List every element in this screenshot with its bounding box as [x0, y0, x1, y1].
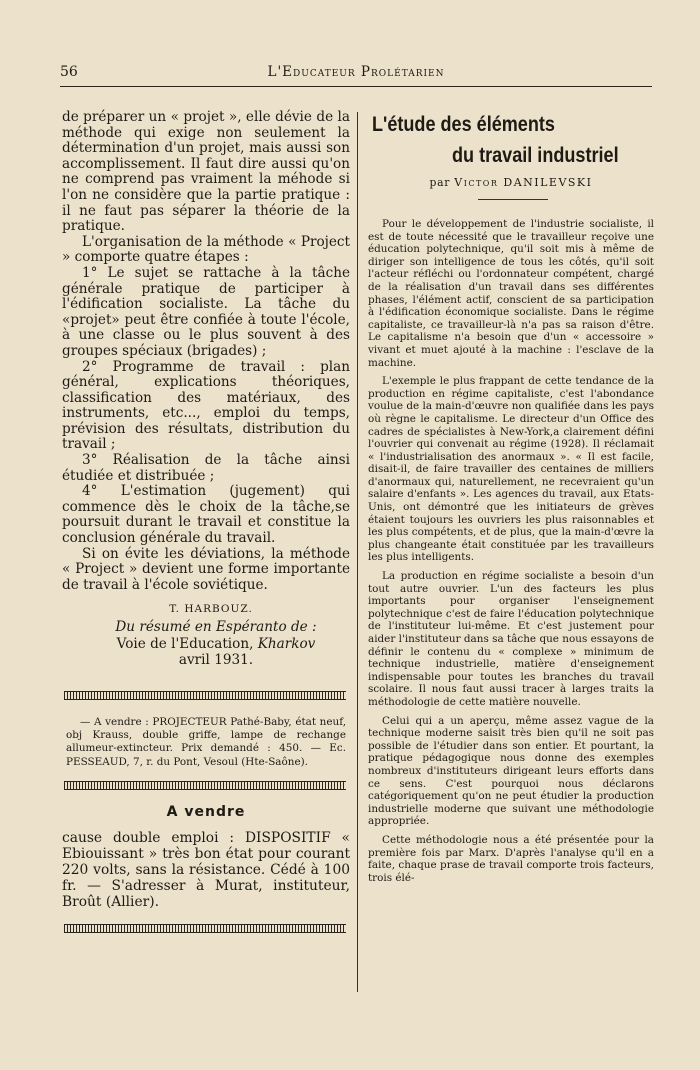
classified-ad-dispositif	[62, 830, 350, 910]
paragraph: de préparer un « projet », elle dévie de la méthode qui exige non seulement la détermination d'un projet, mais aussi son accomplissement. Il faut dire aussi qu'on ne comprend pas vraiment la méhode si l'on ne considère que la partie pratique : il ne faut pas séparer la théorie de la pratique.	[62, 109, 350, 235]
paragraph: 2° Programme de travail : plan général, explications théoriques, classification des matériaux, des instruments, etc..., emploi du temps, prévision des résultats, distribution du travail ;	[62, 358, 350, 453]
paragraph: 4° L'estimation (jugement) qui commence dès le choix de la tâche,se poursuit durant le travail et constitue la conclusion générale du travail.	[62, 483, 350, 547]
author-name: Victor DANILEVSKI	[454, 176, 593, 189]
source-line: Voie de l'Education, Kharkov	[116, 635, 316, 652]
harbouz-article	[62, 110, 350, 593]
source-line: avril 1931.	[178, 652, 254, 669]
right-column	[368, 112, 654, 884]
classified-ad-projector: — A vendre : PROJECTEUR Pathé-Baby, état neuf, obj Krauss, double griffe, lampe de rechange allumeur-extincteur. Prix demandé : 450. — Ec. PESSEAUD, 7, r. du Pont, Vesoul (Hte-Saône).	[66, 715, 346, 768]
title-rule	[478, 199, 548, 200]
paragraph: 1° Le sujet se rattache à la tâche générale pratique de participer à l'édification socialiste. La tâche du «projet» peut être confiée à toute l'école, à une classe ou le plus souvent à des groupes spéciaux (brigades) ;	[62, 264, 350, 359]
ornamental-rule	[64, 691, 346, 700]
journal-title: L'Educateur Prolétarien	[267, 64, 445, 80]
left-column	[62, 110, 350, 933]
source-city: Kharkov	[257, 635, 316, 652]
paragraph: Cette méthodologie nous a été présentée pour la première fois par Marx. D'après l'analyse qu'il en a faite, chaque prase de travail comporte trois facteurs, trois élé-	[368, 833, 654, 884]
paragraph: L'exemple le plus frappant de cette tendance de la production en régime capitaliste, c'est l'abondance voulue de la main-d'œuvre non qualifiée dans les pays où règne le capitalisme. Le directeur d'un Office des cadres de spécialistes à New-York,a clairement défini l'ouvrier qui convenait au régime (1928). Il réclamait « l'industrialisation des anormaux ». « Il est facile, disait-il, de faire travailler des centaines de milliers d'anormaux qui, naturellement, ne recevraient qu'un salaire d'enfants ». Les agences du travail, aux Etats-Unis, ont démontré que les initiateurs de grèves étaient toujours les ouvriers les plus raisonnables et les plus compétents, et de plus, que la main-d'œvre la plus changeante était constituée par les travailleurs les plus intelligents.	[368, 375, 654, 564]
article-title-line2: du travail industriel	[452, 143, 619, 167]
ornamental-rule	[64, 924, 346, 933]
danilevski-article	[368, 218, 654, 884]
paragraph: Si on évite les déviations, la méthode « Project » devient une forme importante de travail à l'école soviétique.	[62, 545, 350, 593]
author-signature: T. HARBOUZ.	[169, 603, 253, 616]
byline: par Victor DANILEVSKI	[429, 176, 593, 189]
paragraph: Pour le développement de l'industrie socialiste, il est de toute nécessité que le travailleur reçoive une éducation polytechnique, qu'il soit mis à même de diriger son intelligence de tous les côtés, qu'il soit l'acteur réfléchi ou l'ordonnateur compétent, chargé de la réalisation d'un travail dans ses différentes phases, l'élément actif, conscient de sa participation à l'édification économique socialiste. Dans le régime capitaliste, ce travailleur-là n'a pas sa raison d'être. Le capitalisme n'a besoin que d'un « accessoire » vivant et muet ajouté à la machine : l'esclave de la machine.	[368, 218, 654, 369]
ad-text: cause double emploi : DISPOSITIF « Ebiouissant » très bon état pour courant 220 volts, sans la résistance. Cédé à 100 fr. — S'adresser à Murat, instituteur, Broût (Allier).	[62, 829, 350, 910]
ornamental-rule	[64, 781, 346, 790]
source-note	[82, 619, 350, 669]
paragraph: La production en régime socialiste a besoin d'un tout autre ouvrier. L'un des facteurs les plus importants pour organiser l'enseignement polytechnique c'est de faire l'éducation polytechnique de l'instituteur lui-même. Et c'est justement pour aider l'instituteur dans sa tâche que nous essayons de définir le contenu du « complexe » minimum de technique industrielle, matière d'enseignement indispensable pour toutes les branches du travail scolaire. Il nous faut aussi tracer à larges traits la méthodologie de cette matière nouvelle.	[368, 570, 654, 708]
paragraph: 3° Réalisation de la tâche ainsi étudiée et distribuée ;	[62, 452, 350, 484]
paragraph: Celui qui a un aperçu, même assez vague de la technique moderne saisit très bien qu'il ne soit pas possible de l'étudier dans son entier. Et pourtant, la pratique pédagogique nous donne des exemples nombreux d'instituteurs dirigeant leurs efforts dans ce sens. C'est pourquoi nous déclarons catégoriquement qu'on ne peut étudier la production industrielle moderne que suivant une méthodologie appropriée.	[368, 714, 654, 828]
source-line: Du résumé en Espéranto de :	[115, 619, 317, 636]
header-rule	[60, 86, 652, 87]
ad-heading: A vendre	[166, 803, 246, 820]
column-divider	[357, 112, 358, 992]
article-title-line1: L'étude des éléments	[372, 112, 555, 136]
running-header	[60, 64, 652, 84]
page-number: 56	[60, 64, 78, 80]
paragraph: L'organisation de la méthode « Project » comporte quatre étapes :	[62, 233, 350, 266]
